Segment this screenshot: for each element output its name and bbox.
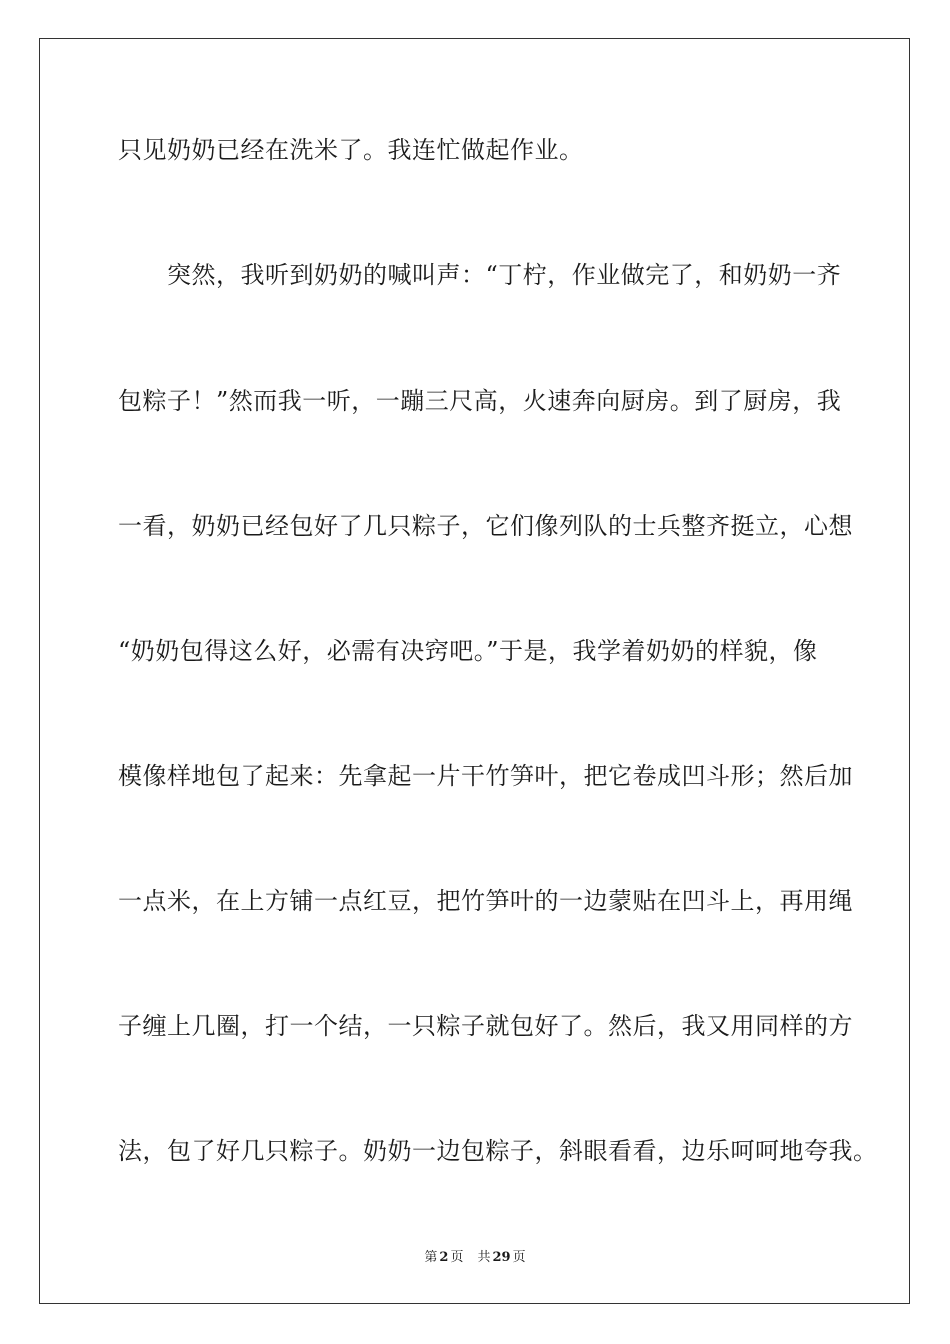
- text-line-4: 一看，奶奶已经包好了几只粽子，它们像列队的士兵整齐挺立，心想: [118, 512, 853, 540]
- text-line-6: 模像样地包了起来：先拿起一片干竹笋叶，把它卷成凹斗形；然后加: [118, 762, 853, 790]
- text-line-3: 包粽子！”然而我一听，一蹦三尺高，火速奔向厨房。到了厨房，我: [118, 387, 842, 415]
- total-prefix: 共: [477, 1250, 491, 1265]
- page-suffix: 页: [450, 1250, 464, 1265]
- text-line-7: 一点米，在上方铺一点红豆，把竹笋叶的一边蒙贴在凹斗上，再用绳: [118, 887, 853, 915]
- text-line-8: 子缠上几圈，打一个结，一只粽子就包好了。然后，我又用同样的方: [118, 1012, 853, 1040]
- total-pages: 29: [492, 1250, 511, 1265]
- total-suffix: 页: [512, 1250, 526, 1265]
- text-line-1: 只见奶奶已经在洗米了。我连忙做起作业。: [118, 136, 584, 164]
- page-number: 2: [439, 1250, 449, 1265]
- page-border: [39, 38, 910, 1304]
- page-footer: [0, 1246, 950, 1265]
- page-prefix: 第: [424, 1250, 438, 1265]
- text-line-9: 法，包了好几只粽子。奶奶一边包粽子，斜眼看看，边乐呵呵地夸我。: [118, 1137, 878, 1165]
- text-line-2: 突然，我听到奶奶的喊叫声：“丁柠，作业做完了，和奶奶一齐: [118, 261, 842, 289]
- text-line-5: “奶奶包得这么好，必需有决窍吧。”于是，我学着奶奶的样貌，像: [118, 637, 818, 665]
